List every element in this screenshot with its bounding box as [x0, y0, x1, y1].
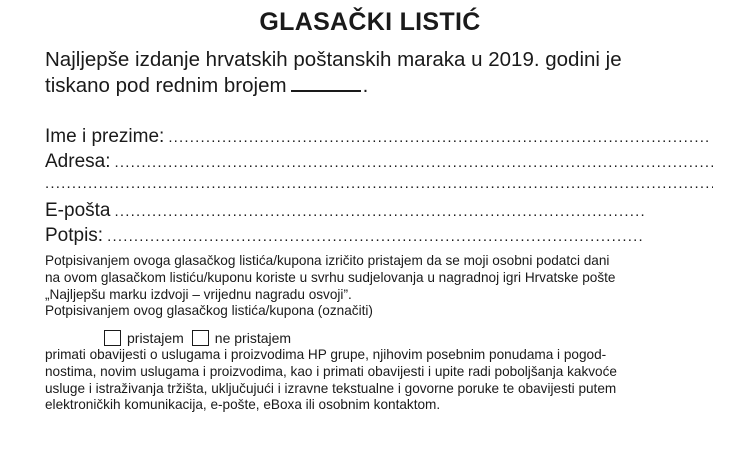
question-line-2 [45, 73, 725, 99]
vote-question [45, 47, 725, 99]
marketing-intro: Potpisivanjem ovog glasačkog listića/kupona (označiti) [45, 303, 373, 319]
question-line-2-text: tiskano pod rednim brojem [45, 74, 287, 97]
signature-dotted-line[interactable] [107, 228, 645, 245]
consent-paragraph [45, 253, 715, 320]
address-label: Adresa: [45, 151, 111, 172]
address-field[interactable] [45, 151, 713, 175]
marketing-line-1: primati obavijesti o uslugama i proizvodima HP grupe, njihovim posebnim ponudama i pogod- [45, 347, 607, 362]
consent-line-1: Potpisivanjem ovoga glasačkog listića/kupona izričito pristajem da se moji osobni podatci dani [45, 253, 610, 268]
email-field[interactable] [45, 200, 645, 224]
email-dotted-line[interactable] [114, 203, 645, 220]
agree-label[interactable]: pristajem [127, 330, 184, 346]
signature-field[interactable] [45, 225, 645, 249]
address-dotted-line[interactable] [114, 154, 713, 171]
marketing-line-4: elektroničkih komunikacija, e-pošte, eBoxa ili osobnim kontaktom. [45, 397, 441, 413]
name-label: Ime i prezime: [45, 126, 165, 147]
disagree-checkbox[interactable] [192, 330, 209, 346]
consent-line-2: na ovom glasačkom listiću/kuponu koriste u svrhu sudjelovanja u nagradnoj igri Hrvatske pošte [45, 269, 616, 285]
agree-checkbox[interactable] [104, 330, 121, 346]
marketing-line-3: usluge i istraživanja tržišta, uključujući i izravne tekstualne i govorne poruke te obavijesti putem [45, 380, 617, 396]
question-line-1: Najljepše izdanje hrvatskih poštanskih maraka u 2019. godini je [45, 48, 622, 71]
consent-line-3: „Najljepšu marku izdvoji – vrijednu nagradu osvoji”. [45, 286, 352, 302]
ballot-title: GLASAČKI LISTIĆ [259, 8, 481, 36]
question-line-2-end: . [362, 74, 369, 97]
stamp-number-blank[interactable] [291, 74, 361, 92]
name-field[interactable] [45, 126, 710, 150]
marketing-line-2: nostima, novim uslugama i proizvodima, kao i primati obavijesti i upite radi poboljšanja kakvoće [45, 363, 617, 379]
email-label: E-pošta [45, 200, 111, 221]
marketing-paragraph [45, 347, 715, 414]
disagree-label[interactable]: ne pristajem [214, 330, 292, 346]
address-dotted-line-2[interactable] [45, 175, 713, 192]
name-dotted-line[interactable] [168, 129, 710, 146]
signature-label: Potpis: [45, 225, 104, 246]
marketing-options [104, 329, 299, 347]
address-field-line-2[interactable] [45, 175, 713, 199]
